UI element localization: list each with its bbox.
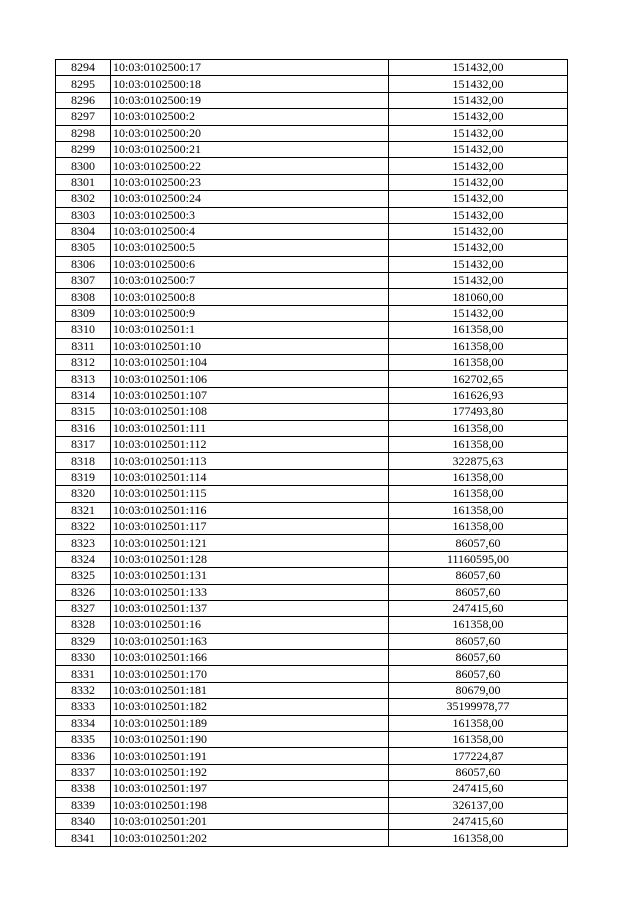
row-number-cell: 8317 [56,436,111,452]
cadastral-number-cell: 10:03:0102500:22 [111,158,389,174]
cadastral-value-cell: 161358,00 [389,469,568,485]
row-number-cell: 8310 [56,322,111,338]
table-row [56,486,568,502]
row-number-cell: 8330 [56,650,111,666]
cadastral-number-cell: 10:03:0102500:21 [111,141,389,157]
row-number-cell: 8307 [56,273,111,289]
cadastral-value-cell: 162702,65 [389,371,568,387]
row-number-cell: 8301 [56,174,111,190]
table-row [56,158,568,174]
table-row [56,289,568,305]
cadastral-number-cell: 10:03:0102501:189 [111,715,389,731]
cadastral-number-cell: 10:03:0102501:121 [111,535,389,551]
cadastral-number-cell: 10:03:0102500:20 [111,125,389,141]
cadastral-number-cell: 10:03:0102501:116 [111,502,389,518]
table-row [56,125,568,141]
cadastral-value-cell: 151432,00 [389,60,568,76]
row-number-cell: 8304 [56,223,111,239]
cadastral-value-cell: 161358,00 [389,322,568,338]
cadastral-number-cell: 10:03:0102501:10 [111,338,389,354]
cadastral-number-cell: 10:03:0102500:4 [111,223,389,239]
table-row [56,650,568,666]
cadastral-number-cell: 10:03:0102500:18 [111,76,389,92]
cadastral-value-cell: 151432,00 [389,191,568,207]
cadastral-value-cell: 161358,00 [389,355,568,371]
cadastral-number-cell: 10:03:0102500:8 [111,289,389,305]
table-row [56,404,568,420]
cadastral-value-cell: 161358,00 [389,518,568,534]
cadastral-value-cell: 161358,00 [389,420,568,436]
row-number-cell: 8308 [56,289,111,305]
cadastral-number-cell: 10:03:0102501:182 [111,699,389,715]
row-number-cell: 8300 [56,158,111,174]
cadastral-number-cell: 10:03:0102501:108 [111,404,389,420]
cadastral-value-cell: 151432,00 [389,223,568,239]
cadastral-value-cell: 86057,60 [389,535,568,551]
cadastral-number-cell: 10:03:0102500:6 [111,256,389,272]
cadastral-value-cell: 86057,60 [389,666,568,682]
cadastral-value-cell: 161358,00 [389,502,568,518]
table-row [56,502,568,518]
cadastral-number-cell: 10:03:0102501:181 [111,682,389,698]
cadastral-value-cell: 151432,00 [389,158,568,174]
cadastral-value-cell: 151432,00 [389,109,568,125]
row-number-cell: 8298 [56,125,111,141]
cadastral-number-cell: 10:03:0102501:163 [111,633,389,649]
cadastral-value-cell: 86057,60 [389,584,568,600]
table-row [56,355,568,371]
row-number-cell: 8337 [56,764,111,780]
cadastral-value-cell: 161358,00 [389,732,568,748]
table-row [56,371,568,387]
cadastral-value-cell: 177493,80 [389,404,568,420]
table-row [56,682,568,698]
cadastral-number-cell: 10:03:0102501:192 [111,764,389,780]
row-number-cell: 8319 [56,469,111,485]
table-row [56,76,568,92]
cadastral-number-cell: 10:03:0102500:17 [111,60,389,76]
cadastral-number-cell: 10:03:0102501:1 [111,322,389,338]
cadastral-number-cell: 10:03:0102501:114 [111,469,389,485]
row-number-cell: 8327 [56,600,111,616]
cadastral-value-cell: 151432,00 [389,76,568,92]
row-number-cell: 8303 [56,207,111,223]
cadastral-number-cell: 10:03:0102501:191 [111,748,389,764]
cadastral-value-cell: 161358,00 [389,338,568,354]
cadastral-number-cell: 10:03:0102501:166 [111,650,389,666]
row-number-cell: 8294 [56,60,111,76]
table-row [56,600,568,616]
cadastral-number-cell: 10:03:0102500:5 [111,240,389,256]
table-row [56,109,568,125]
table-row [56,174,568,190]
row-number-cell: 8334 [56,715,111,731]
table-row [56,764,568,780]
cadastral-value-cell: 161358,00 [389,715,568,731]
cadastral-value-cell: 161358,00 [389,436,568,452]
row-number-cell: 8305 [56,240,111,256]
cadastral-number-cell: 10:03:0102501:106 [111,371,389,387]
cadastral-value-cell: 247415,60 [389,781,568,797]
table-row [56,322,568,338]
table-row [56,518,568,534]
cadastral-number-cell: 10:03:0102501:198 [111,797,389,813]
row-number-cell: 8326 [56,584,111,600]
row-number-cell: 8335 [56,732,111,748]
cadastral-number-cell: 10:03:0102501:170 [111,666,389,682]
table-row [56,92,568,108]
cadastral-value-cell: 151432,00 [389,207,568,223]
cadastral-value-cell: 322875,63 [389,453,568,469]
cadastral-value-cell: 151432,00 [389,273,568,289]
cadastral-value-cell: 86057,60 [389,764,568,780]
row-number-cell: 8295 [56,76,111,92]
cadastral-number-cell: 10:03:0102501:113 [111,453,389,469]
row-number-cell: 8309 [56,305,111,321]
table-row [56,830,568,846]
table-row [56,797,568,813]
table-row [56,617,568,633]
table-row [56,666,568,682]
cadastral-value-cell: 151432,00 [389,92,568,108]
row-number-cell: 8314 [56,387,111,403]
row-number-cell: 8311 [56,338,111,354]
table-row [56,60,568,76]
table-row [56,551,568,567]
table-body [56,60,568,847]
cadastral-value-cell: 326137,00 [389,797,568,813]
row-number-cell: 8296 [56,92,111,108]
cadastral-value-cell: 177224,87 [389,748,568,764]
cadastral-number-cell: 10:03:0102500:2 [111,109,389,125]
row-number-cell: 8329 [56,633,111,649]
cadastral-value-cell: 35199978,77 [389,699,568,715]
cadastral-number-cell: 10:03:0102501:128 [111,551,389,567]
row-number-cell: 8321 [56,502,111,518]
table-row [56,469,568,485]
row-number-cell: 8299 [56,141,111,157]
table-row [56,223,568,239]
row-number-cell: 8341 [56,830,111,846]
cadastral-number-cell: 10:03:0102501:111 [111,420,389,436]
table-row [56,633,568,649]
row-number-cell: 8336 [56,748,111,764]
row-number-cell: 8316 [56,420,111,436]
row-number-cell: 8306 [56,256,111,272]
row-number-cell: 8302 [56,191,111,207]
row-number-cell: 8312 [56,355,111,371]
row-number-cell: 8318 [56,453,111,469]
cadastral-number-cell: 10:03:0102500:24 [111,191,389,207]
cadastral-value-cell: 161358,00 [389,486,568,502]
row-number-cell: 8339 [56,797,111,813]
row-number-cell: 8320 [56,486,111,502]
table-row [56,715,568,731]
table-row [56,240,568,256]
cadastral-number-cell: 10:03:0102501:16 [111,617,389,633]
cadastral-value-cell: 161626,93 [389,387,568,403]
cadastral-number-cell: 10:03:0102500:3 [111,207,389,223]
table-row [56,387,568,403]
cadastral-value-cell: 151432,00 [389,141,568,157]
table-row [56,420,568,436]
row-number-cell: 8328 [56,617,111,633]
cadastral-number-cell: 10:03:0102501:104 [111,355,389,371]
cadastral-number-cell: 10:03:0102501:197 [111,781,389,797]
table-row [56,813,568,829]
cadastral-number-cell: 10:03:0102501:107 [111,387,389,403]
cadastral-value-cell: 181060,00 [389,289,568,305]
cadastral-value-cell: 161358,00 [389,830,568,846]
table-row [56,207,568,223]
table-row [56,191,568,207]
cadastral-value-cell: 151432,00 [389,256,568,272]
cadastral-number-cell: 10:03:0102501:131 [111,568,389,584]
table-row [56,568,568,584]
table-row [56,141,568,157]
row-number-cell: 8338 [56,781,111,797]
table-row [56,453,568,469]
cadastral-number-cell: 10:03:0102501:133 [111,584,389,600]
cadastral-value-cell: 86057,60 [389,568,568,584]
cadastral-value-cell: 151432,00 [389,240,568,256]
row-number-cell: 8324 [56,551,111,567]
row-number-cell: 8297 [56,109,111,125]
row-number-cell: 8313 [56,371,111,387]
cadastral-value-cell: 80679,00 [389,682,568,698]
table-row [56,256,568,272]
cadastral-number-cell: 10:03:0102501:117 [111,518,389,534]
cadastral-number-cell: 10:03:0102500:9 [111,305,389,321]
row-number-cell: 8331 [56,666,111,682]
cadastral-value-cell: 161358,00 [389,617,568,633]
row-number-cell: 8325 [56,568,111,584]
table-row [56,732,568,748]
cadastral-number-cell: 10:03:0102501:190 [111,732,389,748]
table-row [56,338,568,354]
cadastral-value-cell: 11160595,00 [389,551,568,567]
row-number-cell: 8332 [56,682,111,698]
cadastral-value-cell: 151432,00 [389,125,568,141]
cadastral-number-cell: 10:03:0102501:201 [111,813,389,829]
table-row [56,436,568,452]
table-row [56,781,568,797]
table-row [56,535,568,551]
cadastral-number-cell: 10:03:0102500:7 [111,273,389,289]
table-row [56,748,568,764]
cadastral-number-cell: 10:03:0102500:19 [111,92,389,108]
cadastral-number-cell: 10:03:0102501:202 [111,830,389,846]
row-number-cell: 8315 [56,404,111,420]
row-number-cell: 8323 [56,535,111,551]
cadastral-value-cell: 247415,60 [389,600,568,616]
cadastral-number-cell: 10:03:0102500:23 [111,174,389,190]
cadastral-number-cell: 10:03:0102501:112 [111,436,389,452]
row-number-cell: 8322 [56,518,111,534]
cadastral-value-cell: 86057,60 [389,650,568,666]
row-number-cell: 8333 [56,699,111,715]
cadastral-value-cell: 151432,00 [389,305,568,321]
cadastral-number-cell: 10:03:0102501:115 [111,486,389,502]
cadastral-value-table [55,59,568,847]
cadastral-number-cell: 10:03:0102501:137 [111,600,389,616]
table-row [56,584,568,600]
cadastral-value-cell: 247415,60 [389,813,568,829]
row-number-cell: 8340 [56,813,111,829]
cadastral-value-cell: 151432,00 [389,174,568,190]
table-row [56,273,568,289]
cadastral-value-cell: 86057,60 [389,633,568,649]
table-row [56,699,568,715]
table-row [56,305,568,321]
